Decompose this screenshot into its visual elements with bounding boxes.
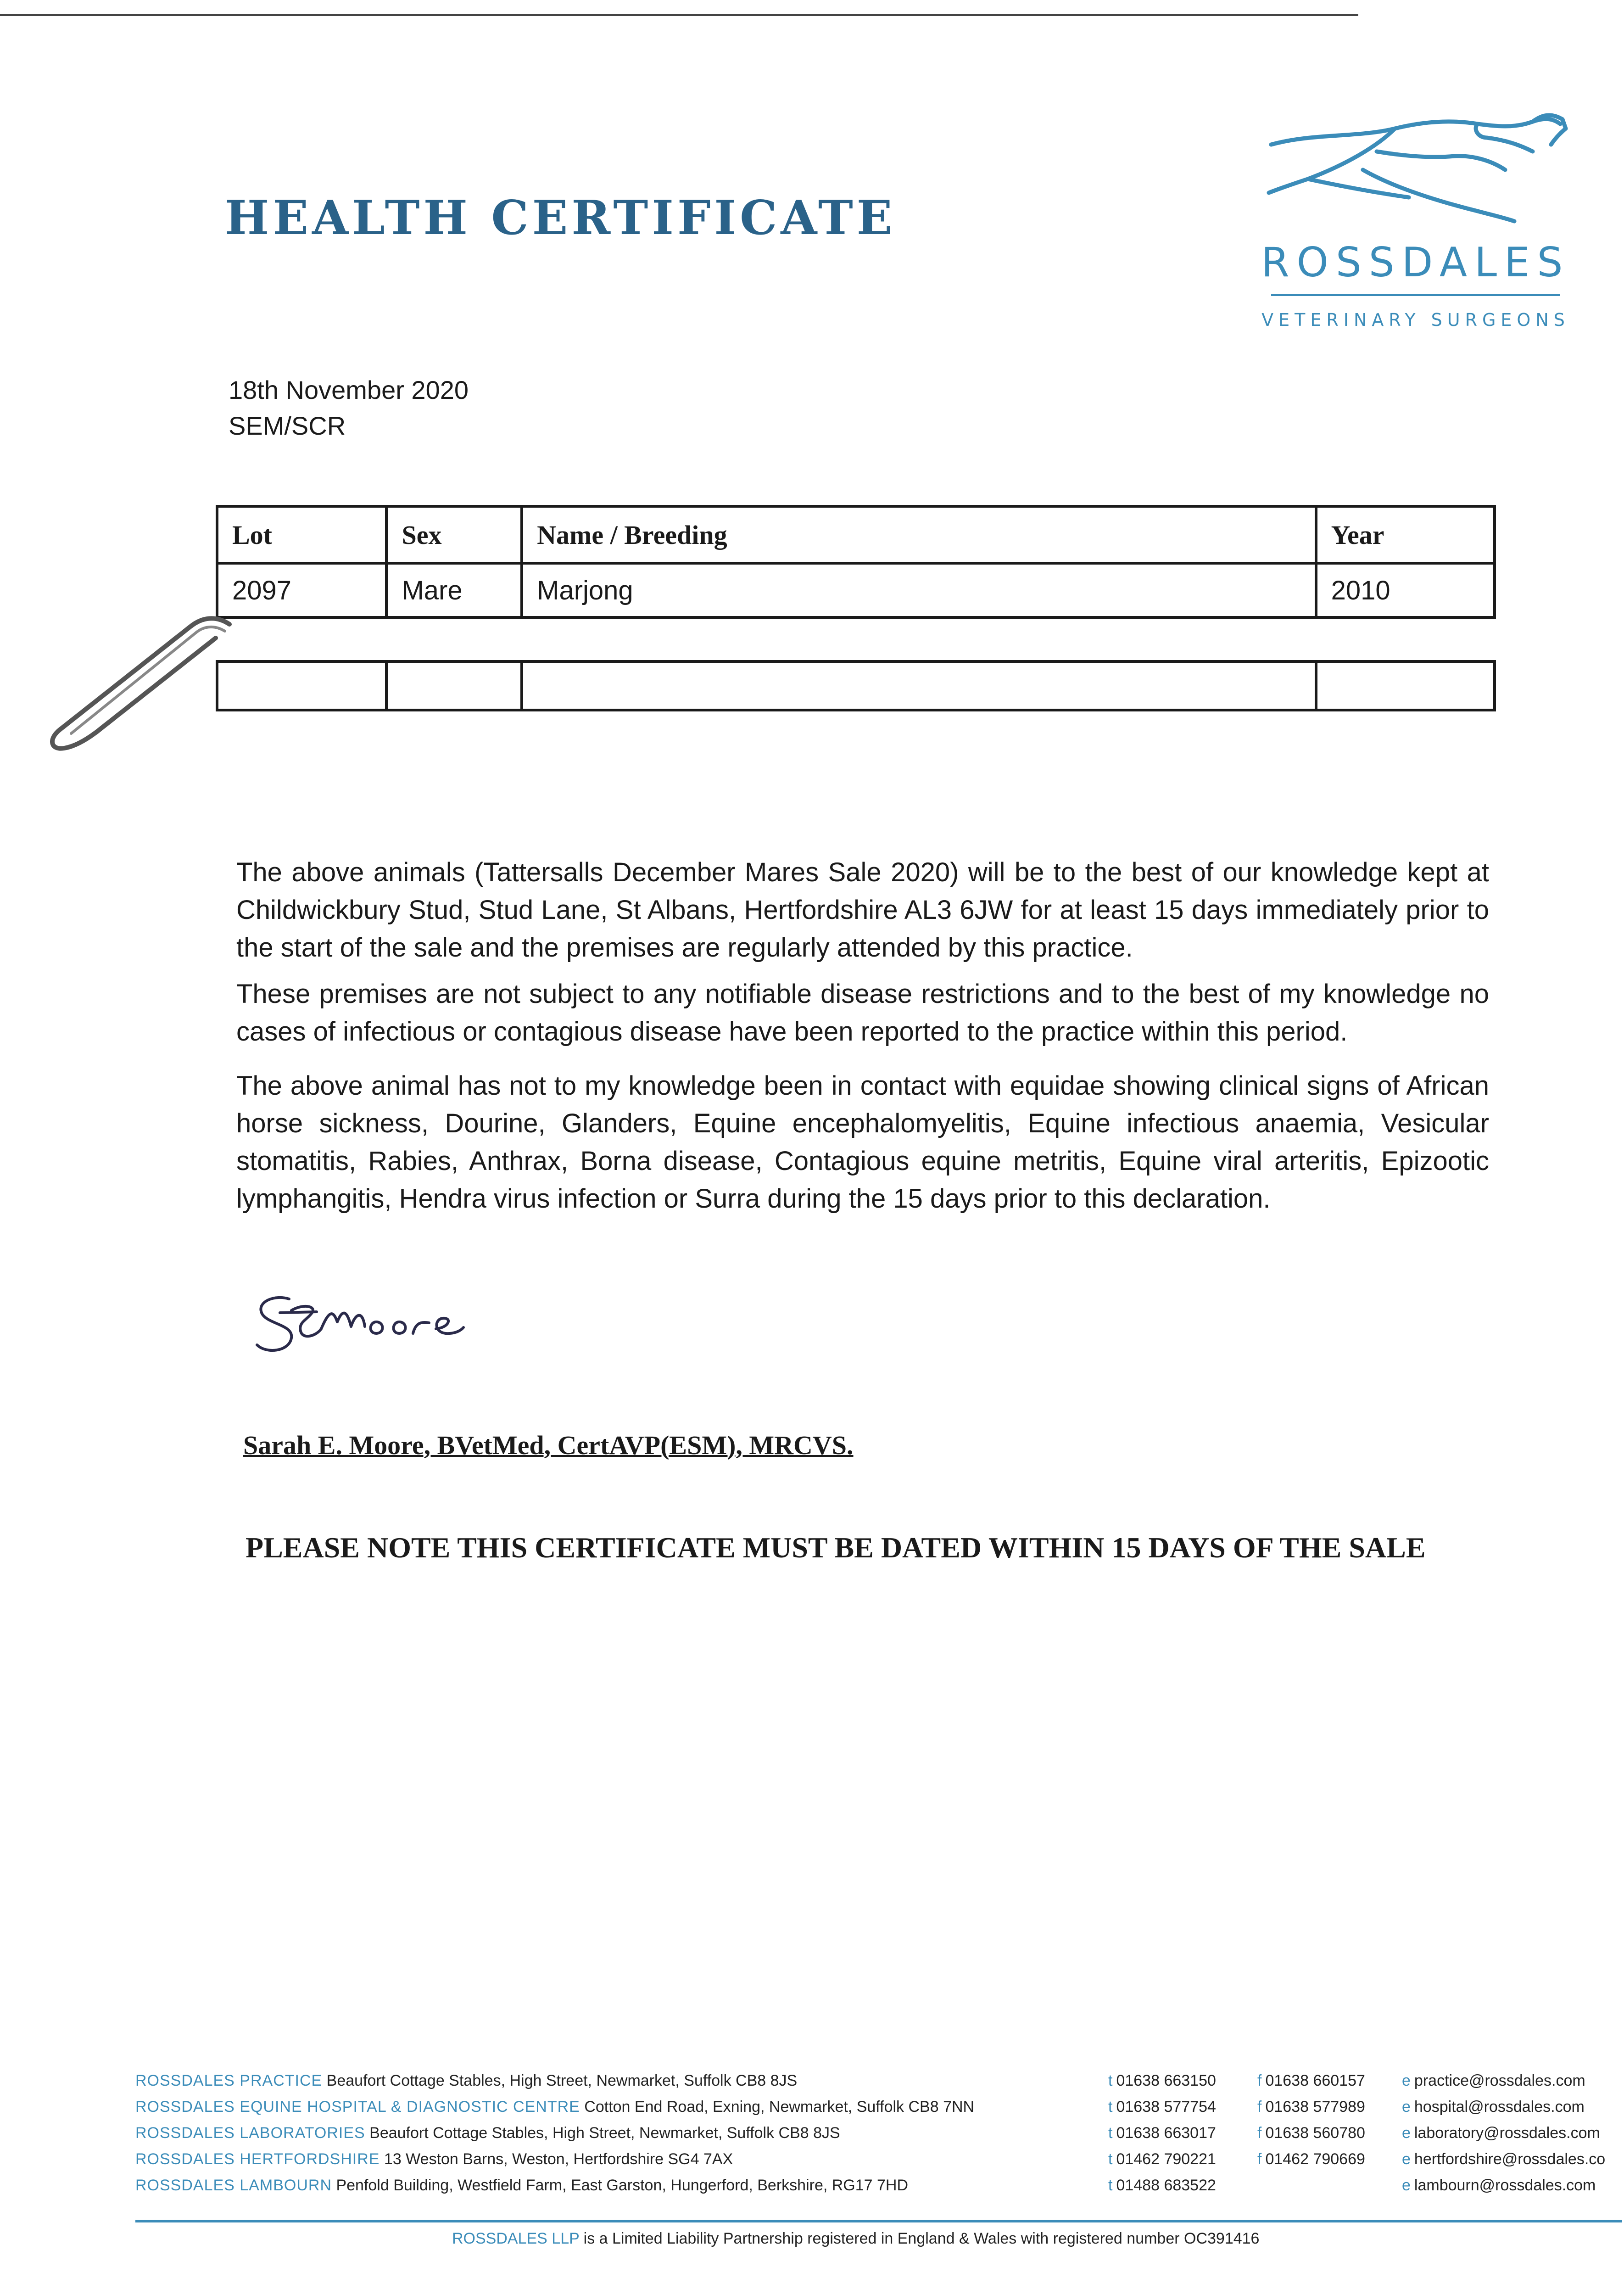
top-border-line [0, 14, 1358, 16]
branch-name: ROSSDALES LAMBOURN [135, 2177, 332, 2194]
footer-email[interactable]: e hertfordshire@rossdales.co [1402, 2150, 1606, 2168]
paper-clip-icon [32, 610, 234, 757]
branch-name: ROSSDALES PRACTICE [135, 2072, 323, 2089]
branch-name: ROSSDALES EQUINE HOSPITAL & DIAGNOSTIC CENTRE [135, 2098, 580, 2116]
logo-subtitle: VETERINARY SURGEONS [1261, 310, 1570, 330]
footer-email[interactable]: e hospital@rossdales.com [1402, 2098, 1585, 2116]
galloping-horse-icon [1257, 101, 1574, 340]
paragraph-restrictions: These premises are not subject to any notifiable disease restrictions and to the best of my knowledge no cases of infectious or contagious disease have been reported to the practice within this period. [236, 979, 1489, 1047]
signer-name: Sarah E. Moore, BVetMed, CertAVP(ESM), MRCVS. [243, 1430, 854, 1460]
llp-text: is a Limited Liability Partnership registered in England & Wales with registered number OC391416 [583, 2230, 1260, 2247]
footer-email[interactable]: e practice@rossdales.com [1402, 2072, 1585, 2089]
cell-lot: 2097 [217, 563, 386, 617]
paragraph-premises: The above animals (Tattersalls December Mares Sale 2020) will be to the best of our knowledge kept at Childwickbury Stud, Stud Lane, St Albans, Hertfordshire AL3 6JW for at least 15 days immediately prior to the start of the sale and the premises are regularly attended by this practice. [236, 857, 1489, 963]
footer-phone: t 01462 790221 [1108, 2150, 1216, 2168]
header-year: Year [1316, 506, 1495, 563]
table-row-blank [217, 617, 1495, 661]
footer-fax: f 01638 577989 [1257, 2098, 1365, 2116]
certificate-date: 18th November 2020 [229, 375, 469, 404]
footer-phone: t 01638 577754 [1108, 2098, 1216, 2116]
footer-fax: f 01462 790669 [1257, 2150, 1365, 2168]
branch-name: ROSSDALES LABORATORIES [135, 2124, 365, 2142]
header-sex: Sex [386, 506, 522, 563]
branch-address: Cotton End Road, Exning, Newmarket, Suffolk CB8 7NN [584, 2098, 975, 2116]
footer-branch-laboratories [135, 2120, 840, 2146]
cell-name: Marjong [522, 563, 1316, 617]
table-header-row [217, 506, 1495, 563]
llp-name: ROSSDALES LLP [452, 2230, 580, 2247]
footer-branch-hospital [135, 2094, 974, 2120]
branch-address: Beaufort Cottage Stables, High Street, Newmarket, Suffolk CB8 8JS [369, 2124, 840, 2142]
handwritten-signature [248, 1285, 541, 1377]
header-lot: Lot [217, 506, 386, 563]
cell-year: 2010 [1316, 563, 1495, 617]
footer-branch-lambourn [135, 2172, 908, 2199]
validity-notice: PLEASE NOTE THIS CERTIFICATE MUST BE DATED WITHIN 15 DAYS OF THE SALE [246, 1531, 1426, 1564]
footer-llp-statement [452, 2230, 1259, 2248]
certificate-reference: SEM/SCR [229, 411, 346, 440]
footer-phone: t 01488 683522 [1108, 2177, 1216, 2194]
branch-name: ROSSDALES HERTFORDSHIRE [135, 2150, 380, 2168]
branch-address: Penfold Building, Westfield Farm, East Garston, Hungerford, Berkshire, RG17 7HD [336, 2177, 909, 2194]
footer-divider [135, 2220, 1622, 2222]
horse-table [216, 505, 1496, 711]
footer-branch-practice [135, 2068, 797, 2094]
cell-sex: Mare [386, 563, 522, 617]
page-title: HEALTH CERTIFICATE [225, 190, 896, 246]
paragraph-contact: The above animal has not to my knowledge been in contact with equidae showing clinical signs of African horse sickness, Dourine, Glanders, Equine encephalomyelitis, Equine infectious anaemia, Vesicular stomatitis, Rabies, Anthrax, Borna disease, Contagious equine metritis, Equine viral arteritis, Epizootic lymphangitis, Hendra virus infection or Surra during the 15 days prior to this declaration. [236, 1071, 1489, 1214]
footer-fax: f 01638 560780 [1257, 2124, 1365, 2142]
header-name-breeding: Name / Breeding [522, 506, 1316, 563]
branch-address: 13 Weston Barns, Weston, Hertfordshire SG4 7AX [384, 2150, 733, 2168]
table-row [217, 563, 1495, 617]
table-row-empty [217, 661, 1495, 710]
logo-divider [1271, 294, 1560, 296]
footer-phone: t 01638 663017 [1108, 2124, 1216, 2142]
branch-address: Beaufort Cottage Stables, High Street, Newmarket, Suffolk CB8 8JS [326, 2072, 798, 2089]
footer-fax: f 01638 660157 [1257, 2072, 1365, 2089]
footer-email[interactable]: e lambourn@rossdales.com [1402, 2177, 1596, 2194]
footer-branch-hertfordshire [135, 2146, 733, 2172]
footer-email[interactable]: e laboratory@rossdales.com [1402, 2124, 1600, 2142]
footer-phone: t 01638 663150 [1108, 2072, 1216, 2089]
logo-name: ROSSDALES [1261, 239, 1570, 286]
